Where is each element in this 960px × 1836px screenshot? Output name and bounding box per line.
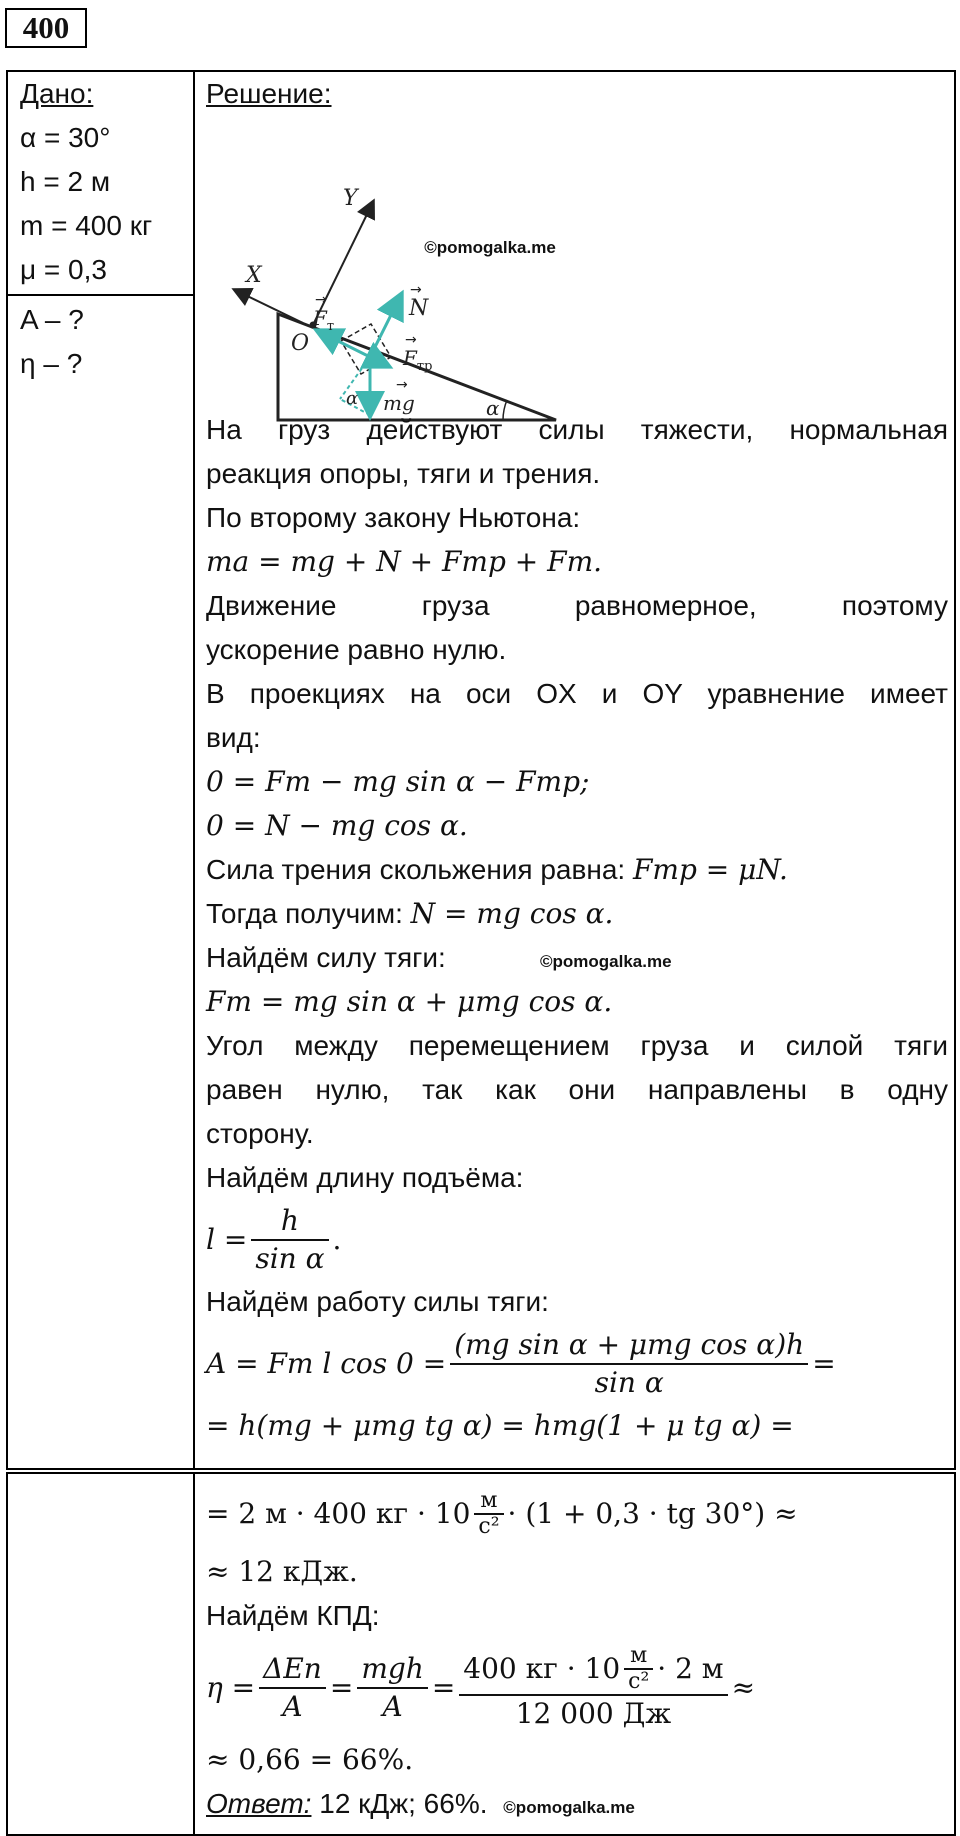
fraction-num: (mg sin α + μmg cos α)h xyxy=(454,1328,805,1361)
equation-proj-y: 0 = N − mg cos α. xyxy=(206,809,468,842)
equation-proj-x: 0 = Fт − mg sin α − Fтр; xyxy=(206,765,590,798)
text-line: Угол между перемещением груза и силой тяги xyxy=(206,1030,948,1061)
text-line: На груз действуют силы тяжести, нормальная xyxy=(206,414,948,445)
watermark-figure: ©pomogalka.me xyxy=(424,238,556,257)
traction-force-arrow xyxy=(318,331,370,357)
fraction-den: с² xyxy=(474,1513,503,1539)
text-line: Движение груза равномерное, поэтому xyxy=(206,590,948,621)
equation-normal: N = mg cos α. xyxy=(410,897,614,930)
equation-length: l = $\frac{h}{\text{sin α}}$ . xyxy=(206,1204,342,1275)
eq-part: · 2 м xyxy=(657,1652,724,1685)
text-line xyxy=(206,892,948,936)
find-item: η – ? xyxy=(20,348,83,379)
origin-label: O xyxy=(291,331,310,356)
solution-body-part1 xyxy=(206,408,948,1448)
text-line: Найдём работу силы тяги: xyxy=(206,1286,549,1317)
text-line: Найдём длину подъёма: xyxy=(206,1162,524,1193)
fraction-num: h xyxy=(280,1204,299,1237)
friction-force-vec: → xyxy=(405,332,417,348)
fraction-num: ΔEп xyxy=(263,1652,322,1685)
equation-work-expanded: = h(mg + μmg tg α) = hmg(1 + μ tg α) = xyxy=(206,1409,794,1442)
given-item: α = 30° xyxy=(20,122,111,153)
eq-part: l = xyxy=(206,1223,248,1256)
text-line xyxy=(206,848,948,892)
fraction xyxy=(459,1644,727,1732)
normal-force-label: N xyxy=(409,296,429,321)
text-line: равен нулю, так как они направлены в одну xyxy=(206,1074,948,1105)
fraction-den: sin α xyxy=(251,1239,328,1277)
unit-fraction xyxy=(474,1489,503,1539)
eq-part: 400 кг · 10 xyxy=(463,1652,621,1685)
given-item: m = 400 кг xyxy=(20,210,153,241)
angle-label-block: α xyxy=(346,388,359,409)
given-block xyxy=(20,72,152,292)
column-divider xyxy=(193,1474,195,1834)
text-span: Сила трения скольжения равна: xyxy=(206,854,633,885)
find-block xyxy=(20,298,84,386)
column-divider xyxy=(193,72,195,1468)
text-line: реакция опоры, тяги и трения. xyxy=(206,458,601,489)
given-divider xyxy=(8,294,193,296)
text-line: В проекциях на оси OX и OY уравнение имеет xyxy=(206,678,948,709)
traction-force-label: $F_т$ xyxy=(313,306,335,334)
angle-label-base: α xyxy=(486,396,500,420)
fraction-num xyxy=(459,1644,727,1694)
fraction xyxy=(251,1203,328,1277)
equation-traction: Fт = mg sin α + μmg cos α. xyxy=(206,985,613,1018)
text-line: Найдём силу тяги: xyxy=(206,942,446,973)
answer-label: Ответ: xyxy=(206,1788,312,1819)
fraction-num: м xyxy=(480,1488,498,1513)
solution-body-part2 xyxy=(206,1478,948,1826)
answer-value: 12 кДж; 66%. xyxy=(311,1788,488,1819)
traction-force-vec: → xyxy=(315,292,327,308)
eq-part: η = xyxy=(206,1671,256,1704)
fraction-den: с² xyxy=(624,1668,653,1694)
equation-work xyxy=(206,1324,948,1404)
fraction-den: A xyxy=(259,1687,326,1725)
fraction-num: mgh xyxy=(361,1652,424,1685)
x-axis-label: X xyxy=(246,263,262,288)
incline-diagram xyxy=(213,107,573,427)
fraction xyxy=(357,1651,428,1725)
fraction-den: 12 000 Дж xyxy=(459,1694,727,1732)
x-axis-line xyxy=(235,290,303,323)
text-line: сторону. xyxy=(206,1118,314,1149)
friction-force-arrow xyxy=(370,357,388,366)
eq-part: ≈ xyxy=(731,1671,756,1704)
normal-force-vec: → xyxy=(410,282,422,298)
fraction-den: A xyxy=(357,1687,428,1725)
equation-efficiency-result: ≈ 0,66 = 66%. xyxy=(206,1743,414,1776)
unit-fraction xyxy=(624,1644,653,1694)
fraction-num: м xyxy=(630,1643,648,1668)
given-header: Дано: xyxy=(20,78,94,109)
solution-table-part1 xyxy=(6,70,956,1470)
watermark: ©pomogalka.me xyxy=(503,1798,635,1817)
text-line: По второму закону Ньютона: xyxy=(206,502,581,533)
given-item: μ = 0,3 xyxy=(20,254,107,285)
equation-efficiency: η = $\frac{\text{ΔEп}}{A}$ = $\frac{\text{mgh}}{A}$ = 400 кг · 10 $\frac{м}{\text{с²}}$ · 2 м 12 000 Дж ≈ xyxy=(206,1643,756,1730)
y-axis-label: Y xyxy=(343,186,358,211)
solution-table-part2 xyxy=(6,1472,956,1836)
text-line: Найдём КПД: xyxy=(206,1600,380,1631)
equation-work-numeric xyxy=(206,1478,948,1550)
text-span: Тогда получим: xyxy=(206,898,411,929)
fraction xyxy=(450,1327,808,1401)
eq-part: = xyxy=(812,1347,836,1380)
equation-newton: ma = mg + N + Fтр + Fт. xyxy=(206,545,603,578)
eq-part: · (1 + 0,3 · tg 30°) ≈ xyxy=(507,1497,798,1530)
problem-number: 400 xyxy=(5,8,87,48)
watermark: ©pomogalka.me xyxy=(540,952,672,971)
find-item: A – ? xyxy=(20,304,84,335)
gravity-force-vec: → xyxy=(396,377,408,393)
solution-header: Решение: xyxy=(206,78,332,109)
equation-friction: Fтр = μN. xyxy=(632,853,788,886)
answer-line xyxy=(206,1782,948,1826)
fraction-den: sin α xyxy=(450,1363,808,1401)
text-line: вид: xyxy=(206,722,261,753)
fraction xyxy=(259,1651,326,1725)
text-line: ускорение равно нулю. xyxy=(206,634,507,665)
equation-work-result: ≈ 12 кДж. xyxy=(206,1555,358,1588)
gravity-force-label: mg xyxy=(383,391,415,415)
given-item: h = 2 м xyxy=(20,166,111,197)
normal-force-arrow xyxy=(370,295,401,357)
eq-part: = 2 м · 400 кг · 10 xyxy=(206,1497,471,1530)
friction-force-label: $F_{тр}$ xyxy=(403,346,433,374)
eq-part: A = Fт l cos 0 = xyxy=(206,1347,447,1380)
